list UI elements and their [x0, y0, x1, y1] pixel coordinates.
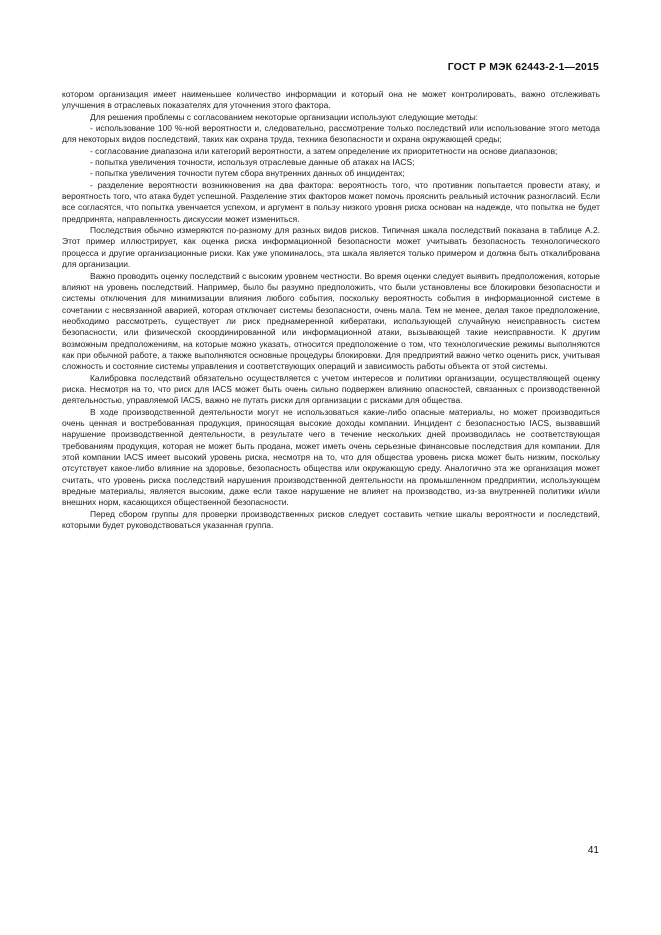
list-item-method-1: - использование 100 %-ной вероятности и, следовательно, рассмотрение только последствий или использование этого метода для некоторых видов последствий, таких как охрана труда, техника безопасности и охрана окружающей среды; — [62, 123, 600, 145]
paragraph-scales-before-review: Перед сбором группы для проверки производственных рисков следует составить четкие шкалы вероятности и последствий, которыми будет руководствоваться указанная группа. — [62, 508, 600, 531]
paragraph-consequences-scale: Последствия обычно измеряются по-разному для разных видов рисков. Типичная шкала последствий показана в таблице А.2. Этот пример иллюстрирует, как оценка риска информационной безопасности может учитывать безопасность технологического процесса и другие организационные риски. Как уже упоминалось, эта шкала является только примером и должна быть откалиброванa для организации. — [62, 225, 600, 270]
list-item-method-4: - попытка увеличения точности путем сбора внутренних данных об инцидентах; — [90, 168, 405, 179]
paragraph-calibration: Калибровка последствий обязательно осуществляется с учетом интересов и политики организации, осуществляющей оценку риска. Несмотря на то, что риск для IACS может быть очень сильно подвержен влиянию опасностей, связанных с производственной деятельностью, управляемой IACS, важно не путать риски для организации с рисками для общества. — [62, 372, 600, 406]
paragraph-continuation: котором организация имеет наименьшее количество информации и который она не может контролировать, важно отслеживать улучшения в отраслевых показателях для уточнения этого фактора. — [62, 89, 600, 111]
paragraph-production-example: В ходе производственной деятельности могут не использоваться какие-либо опасные материалы, но может производиться очень ценная и востребованная продукция, приносящая высокие доходы компании. Инцидент с безопасностью IACS, вызвавший нарушение производственной деятельности, в результате чего в течение нескольких дней производилась не соответствующая требованиям продукция, которая не может быть продана, может иметь очень серьезные финансовые последствия для компании. Для этой компании IACS имеет высокий уровень риска, несмотря на то, что для общества уровень риска может быть низким, поскольку отсутствует какое-либо влияние на здоровье, безопасность общества или окружающую среду. Аналогично эта же организация может считать, что уровень риска последствий нарушения производственной деятельности на промышленном предприятии, использующем вредные материалы, является высоким, даже если такое нарушение не влияет на производство, из-за внутренней политики и/или внешних норм, касающихся общественной безопасности. — [62, 406, 600, 508]
page-number: 41 — [587, 845, 599, 856]
list-item-method-2: - согласование диапазона или категорий вероятности, а затем определение их приоритетности на основе диапазонов; — [90, 145, 558, 156]
paragraph-consequences-assessment: Важно проводить оценку последствий с высоким уровнем честности. Во время оценки следует выявить предположения, которые влияют на уровень последствий. Например, было бы разумно предположить, что были установлены все блокировки безопасности и системы отключения для минимизации влияния любого события, поскольку вероятность события в информационной системе в сочетании с несвязанной аварией, которая отключает системы безопасности, очень мала. Тем не менее, делая такое предположение, необходимо рассмотреть, существует ли риск преднамеренной кибератаки, использующей случайную неисправность систем безопасности, или физической скоординированной или информационной атаки, вызывающей такие неисправности. К другим возможным предположениям, на которые можно указать, относится предположение о том, что технологические режимы выполняются как при обычной работе, а также выполняются основные процедуры блокировки. Для предприятий важно четко оценить риск, учитывая сложность и состояние системы управления и соответствующих операций и зависимость работы объекта от этой системы. — [62, 270, 600, 372]
document-code: ГОСТ Р МЭК 62443-2-1—2015 — [447, 62, 599, 73]
list-item-method-5: - разделение вероятности возникновения на два фактора: вероятность того, что противник попытается провести атаку, и вероятность того, что атака будет успешной. Разделение этих факторов может помочь прояснить реальный источник разногласий. Если все согласятся, что попытка увенчается успехом, и аргумент в пользу низкого уровня риска основан на надежде, что попытка не будет предпринята, направленность дискуссии может измениться. — [62, 179, 600, 224]
paragraph-methods-intro: Для решения проблемы с согласованием некоторые организации используют следующие методы: — [90, 111, 478, 122]
list-item-method-3: - попытка увеличения точности, используя отраслевые данные об атаках на IACS; — [90, 157, 415, 168]
body-text — [62, 89, 600, 531]
